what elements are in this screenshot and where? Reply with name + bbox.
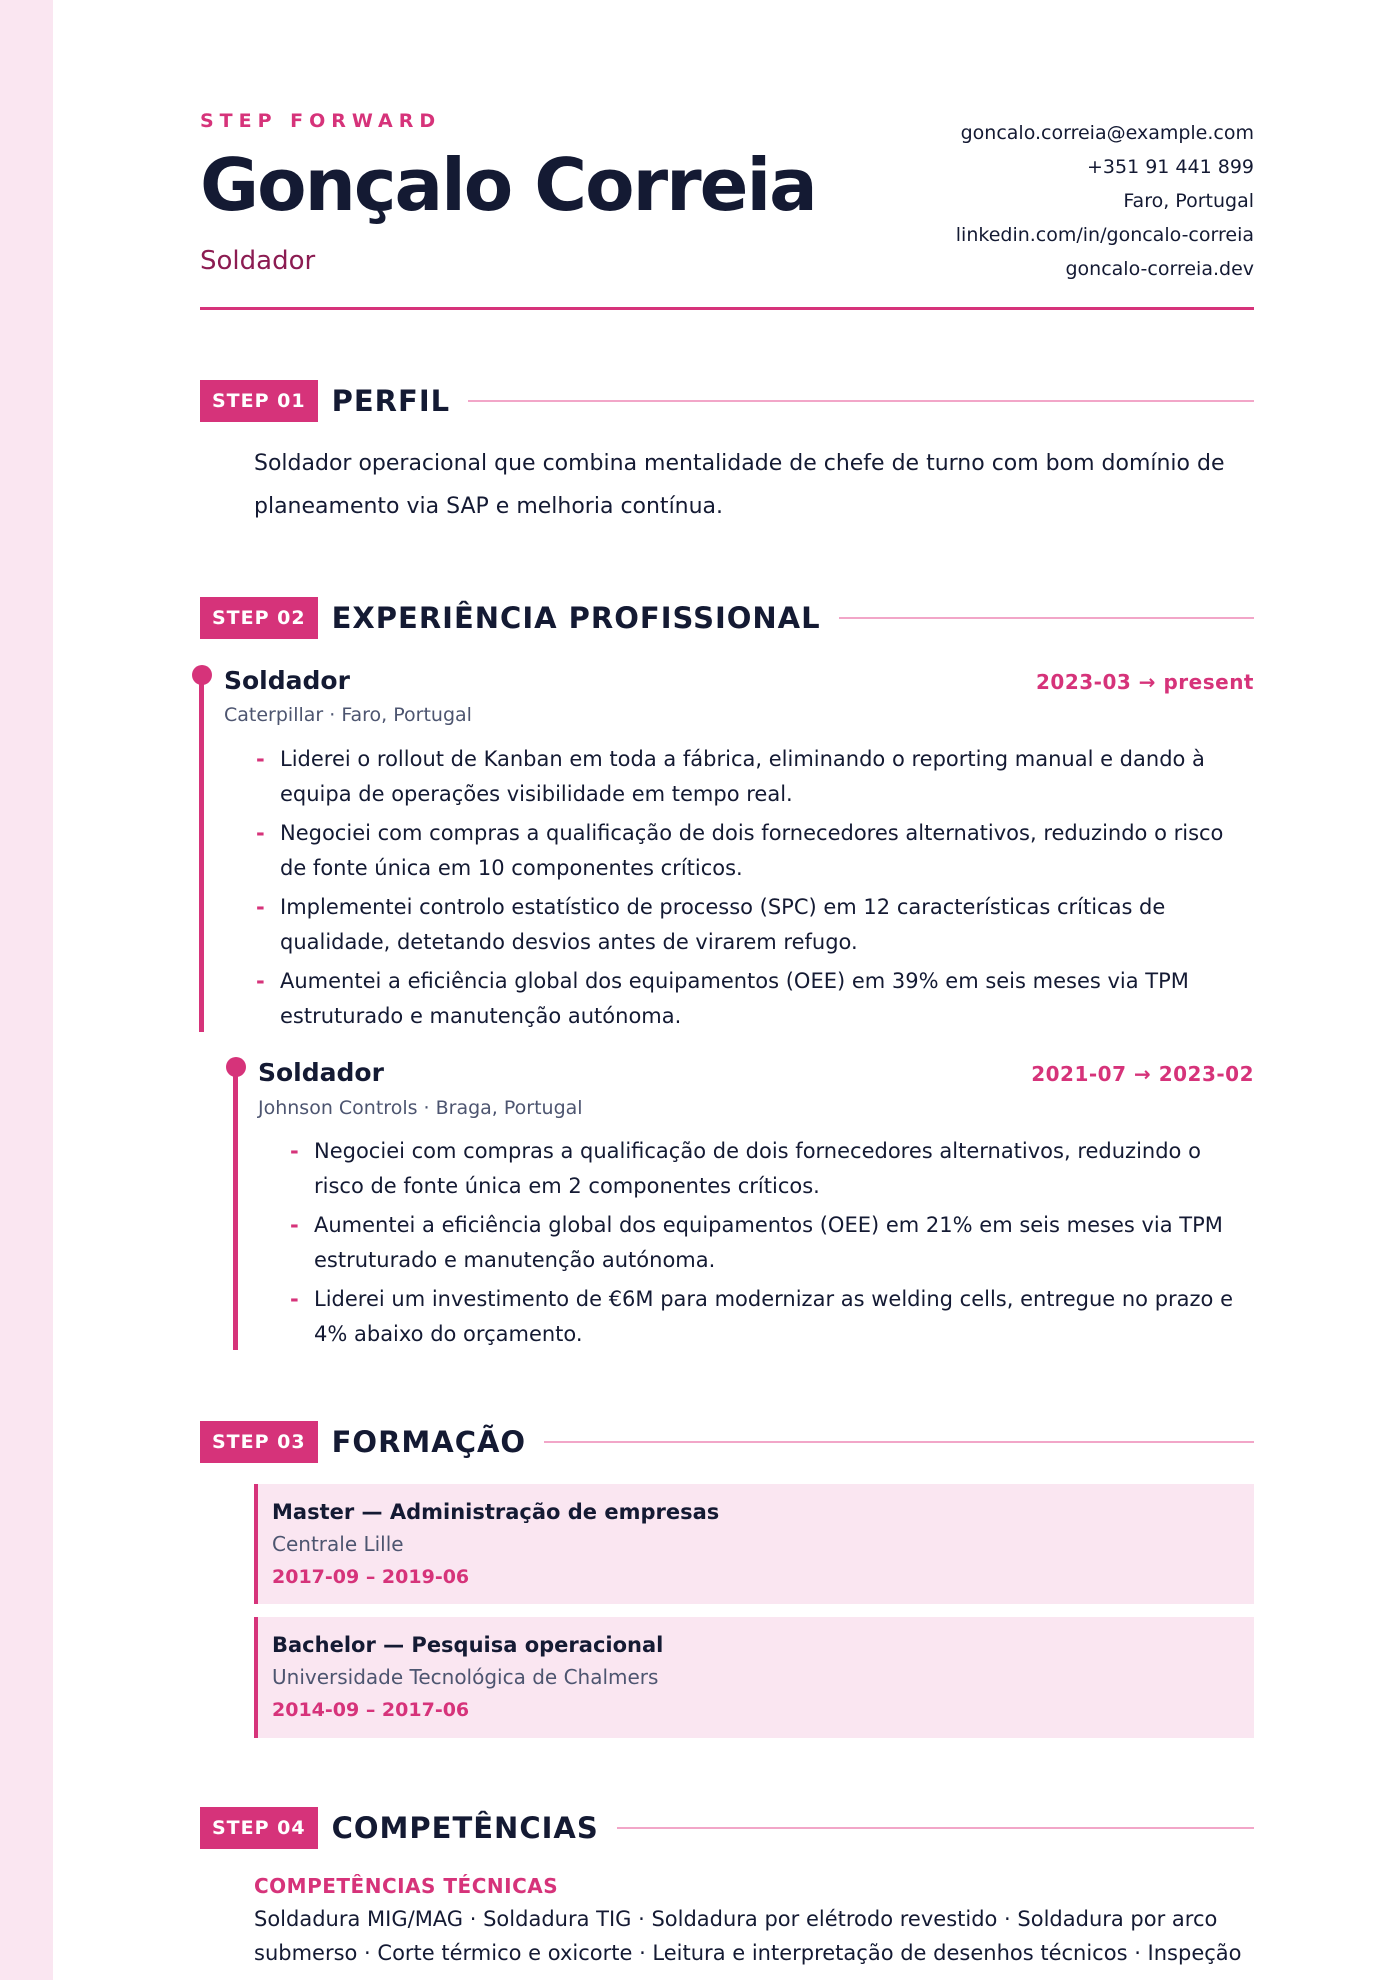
section-heading-experience [200,596,1254,640]
timeline-line [233,1076,238,1350]
step-badge: STEP 02 [200,597,318,639]
list-item: - Implementei controlo estatístico de processo (SPC) em 12 características críticas de qualidade, detetando desvios antes de virarem refugo. [256,895,1166,954]
education-degree: Bachelor — Pesquisa operacional [272,1633,664,1657]
section-heading-profile [200,379,1254,423]
section-title: EXPERIÊNCIA PROFISSIONAL [331,601,821,635]
list-item: - Liderei o rollout de Kanban em toda a fábrica, eliminando o reporting manual e dando à equipa de operações visibilidade em tempo real. [256,747,1205,806]
contact-block [956,116,1254,286]
contact-location: Faro, Portugal [1123,190,1254,212]
step-badge: STEP 04 [200,1807,318,1849]
job-organization: Caterpillar · Faro, Portugal [224,704,472,726]
candidate-role: Soldador [200,246,316,276]
job-dates: 2023-03 → present [1036,670,1254,694]
step-badge: STEP 01 [200,380,318,422]
job-title: Soldador [258,1058,384,1087]
job-dates: 2021-07 → 2023-02 [1031,1062,1254,1086]
timeline-line [199,684,204,1032]
education-degree: Master — Administração de empresas [272,1500,720,1524]
list-item: - Negociei com compras a qualificação de dois fornecedores alternativos, reduzindo o risco de fonte única em 2 componentes críticos. [290,1139,1201,1198]
contact-linkedin[interactable]: linkedin.com/in/goncalo-correia [955,224,1254,246]
contact-website[interactable]: goncalo-correia.dev [1065,258,1254,280]
section-title: PERFIL [331,384,451,418]
education-dates: 2017-09 – 2019-06 [272,1566,470,1588]
job-bullets [290,1134,1254,1356]
section-divider [617,1827,1254,1829]
profile-summary: Soldador operacional que combina mentalidade de chefe de turno com bom domínio de planeamento via SAP e melhoria contínua. [254,451,1225,519]
education-entry [254,1484,1254,1604]
section-divider [544,1441,1254,1443]
section-divider [468,400,1254,402]
section-heading-skills [200,1806,1254,1850]
tagline: STEP FORWARD [200,110,442,132]
contact-email[interactable]: goncalo.correia@example.com [960,122,1254,144]
job-bullets [256,742,1254,1038]
job-organization: Johnson Controls · Braga, Portugal [258,1097,583,1119]
section-title: FORMAÇÃO [331,1425,527,1459]
education-school: Centrale Lille [272,1532,404,1556]
list-item: - Liderei um investimento de €6M para modernizar as welding cells, entregue no prazo e 4% abaixo do orçamento. [290,1287,1233,1346]
candidate-name: Gonçalo Correia [200,143,816,227]
step-badge: STEP 03 [200,1421,318,1463]
left-accent-bar [0,0,53,1980]
section-heading-education [200,1420,1254,1464]
education-entry [254,1617,1254,1738]
timeline-dot [192,665,212,685]
header-divider [200,307,1254,310]
education-dates: 2014-09 – 2017-06 [272,1699,470,1721]
section-title: COMPETÊNCIAS [331,1811,599,1845]
skills-category-title: COMPETÊNCIAS TÉCNICAS [254,1874,559,1898]
section-divider [839,617,1254,619]
list-item: - Aumentei a eficiência global dos equipamentos (OEE) em 39% em seis meses via TPM estruturado e manutenção autónoma. [256,969,1189,1028]
timeline-dot [226,1057,246,1077]
list-item: - Aumentei a eficiência global dos equipamentos (OEE) em 21% em seis meses via TPM estruturado e manutenção autónoma. [290,1213,1223,1272]
contact-phone[interactable]: +351 91 441 899 [1086,156,1254,178]
skills-list: Soldadura MIG/MAG · Soldadura TIG · Soldadura por elétrodo revestido · Soldadura por arco submerso · Corte térmico e oxicorte · Leitura e interpretação de desenhos técnicos · Inspeção [254,1907,1242,1965]
list-item: - Negociei com compras a qualificação de dois fornecedores alternativos, reduzindo o risco de fonte única em 10 componentes críticos. [256,821,1224,880]
job-title: Soldador [224,666,350,695]
education-school: Universidade Tecnológica de Chalmers [272,1665,659,1689]
